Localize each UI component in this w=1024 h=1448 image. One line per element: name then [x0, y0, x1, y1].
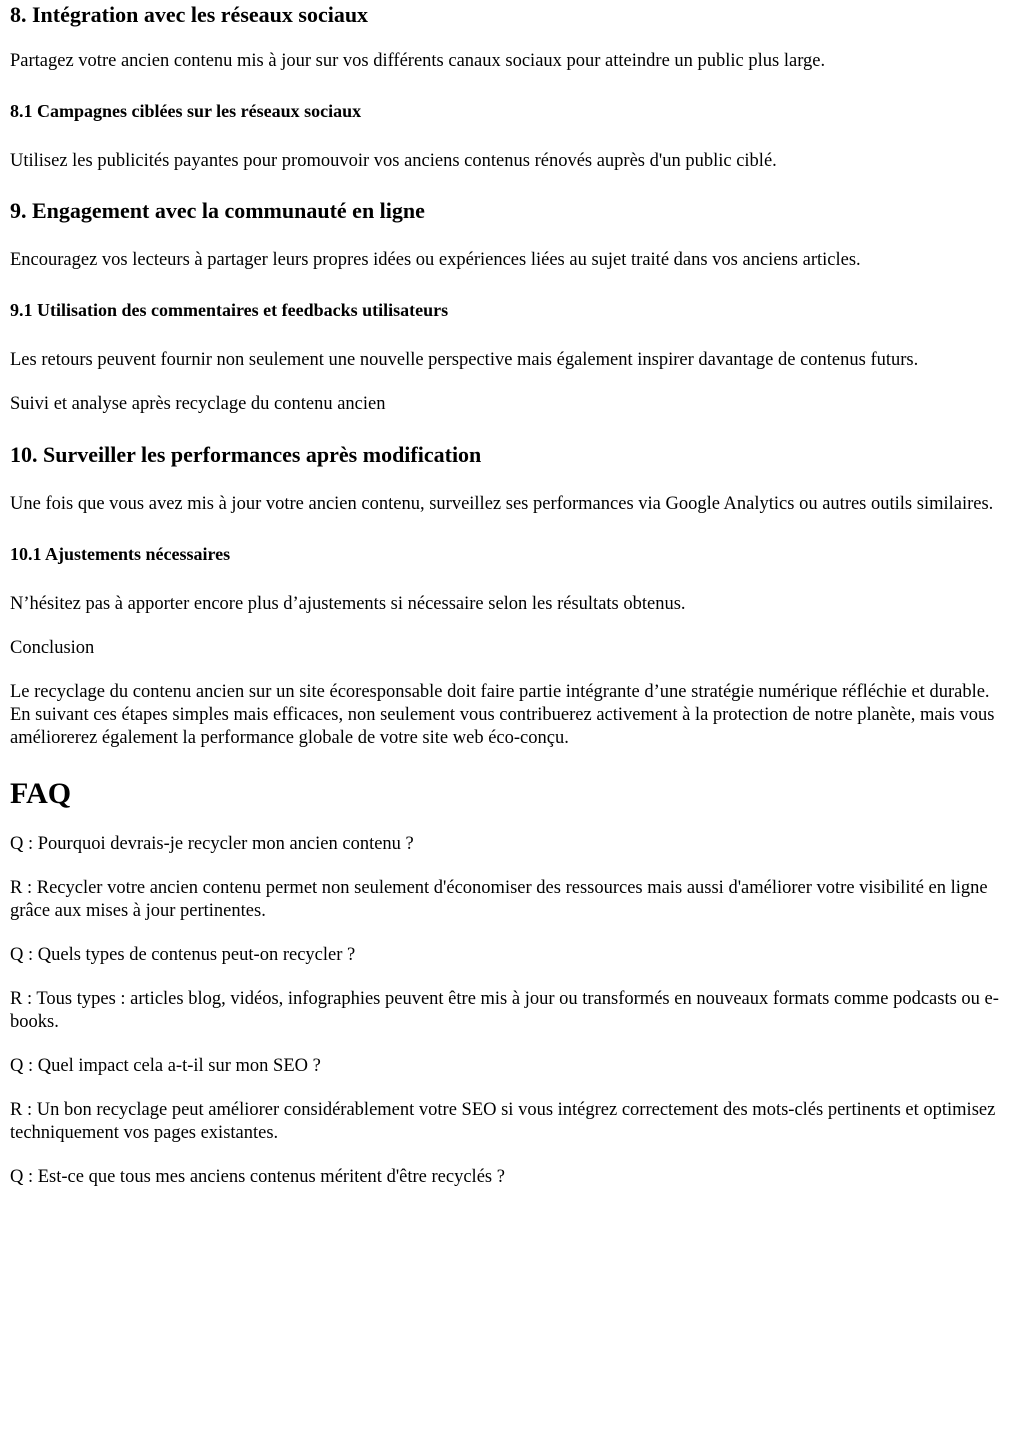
followup-label: Suivi et analyse après recyclage du contenu ancien: [10, 394, 386, 414]
section-9-paragraph: Encouragez vos lecteurs à partager leurs propres idées ou expériences liées au sujet traité dans vos anciens articles.: [10, 250, 861, 270]
section-8-1-paragraph: Utilisez les publicités payantes pour promouvoir vos anciens contenus rénovés auprès d'un public ciblé.: [10, 151, 777, 171]
faq-answer-1: R : Recycler votre ancien contenu permet non seulement d'économiser des ressources mais aussi d'améliorer votre visibilité en ligne grâce aux mises à jour pertinentes.: [10, 878, 988, 921]
faq-question-3: Q : Quel impact cela a-t-il sur mon SEO ?: [10, 1056, 321, 1076]
faq-answer-2: R : Tous types : articles blog, vidéos, infographies peuvent être mis à jour ou transformés en nouveaux formats comme podcasts ou e-books.: [10, 989, 999, 1032]
conclusion-paragraph: Le recyclage du contenu ancien sur un site écoresponsable doit faire partie intégrante d’une stratégie numérique réfléchie et durable. En suivant ces étapes simples mais efficaces, non seulement vous contribuerez activement à la protection de notre planète, mais vous améliorerez également la performance globale de votre site web éco-conçu.: [10, 682, 995, 748]
article-body: [0, 2, 1024, 1189]
section-8-heading: 8. Intégration avec les réseaux sociaux: [10, 2, 369, 27]
section-8-paragraph: Partagez votre ancien contenu mis à jour sur vos différents canaux sociaux pour atteindre un public plus large.: [10, 51, 826, 71]
conclusion-label: Conclusion: [10, 638, 95, 658]
section-10-1-heading: 10.1 Ajustements nécessaires: [10, 544, 231, 564]
section-9-1-paragraph: Les retours peuvent fournir non seulement une nouvelle perspective mais également inspirer davantage de contenus futurs.: [10, 350, 919, 370]
faq-heading: FAQ: [10, 777, 72, 810]
section-10-paragraph: Une fois que vous avez mis à jour votre ancien contenu, surveillez ses performances via Google Analytics ou autres outils similaires.: [10, 494, 994, 514]
section-8-1-heading: 8.1 Campagnes ciblées sur les réseaux sociaux: [10, 101, 362, 121]
section-9-heading: 9. Engagement avec la communauté en ligne: [10, 198, 425, 223]
faq-question-4: Q : Est-ce que tous mes anciens contenus méritent d'être recyclés ?: [10, 1167, 505, 1187]
section-9-1-heading: 9.1 Utilisation des commentaires et feedbacks utilisateurs: [10, 300, 449, 320]
faq-question-1: Q : Pourquoi devrais-je recycler mon ancien contenu ?: [10, 834, 414, 854]
section-10-1-paragraph: N’hésitez pas à apporter encore plus d’ajustements si nécessaire selon les résultats obtenus.: [10, 594, 686, 614]
faq-answer-3: R : Un bon recyclage peut améliorer considérablement votre SEO si vous intégrez correctement des mots-clés pertinents et optimisez techniquement vos pages existantes.: [10, 1100, 996, 1143]
faq-question-2: Q : Quels types de contenus peut-on recycler ?: [10, 945, 356, 965]
section-10-heading: 10. Surveiller les performances après modification: [10, 442, 482, 467]
